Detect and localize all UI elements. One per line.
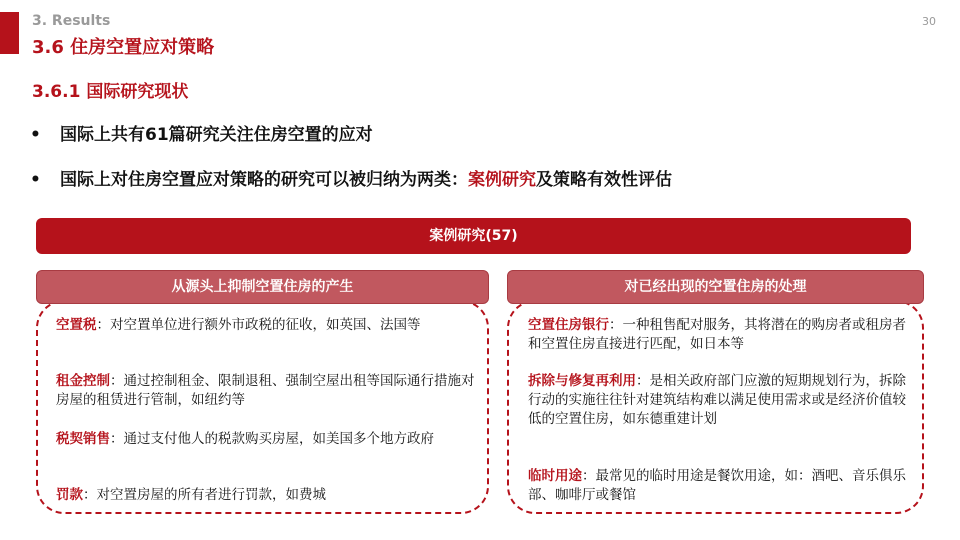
right-panel-title: 对已经出现的空置住房的处理: [507, 270, 924, 304]
accent-bar: [0, 12, 19, 54]
page-title: 3.6 住房空置应对策略: [32, 37, 215, 58]
strategy-term: 临时用途: [528, 468, 582, 484]
strategy-desc: ：通过支付他人的税款购买房屋，如美国多个地方政府: [110, 431, 434, 447]
bullet-2-text-before: 国际上对住房空置应对策略的研究可以被归纳为两类：: [60, 170, 468, 190]
page-number: 30: [922, 15, 936, 28]
strategy-desc: ：通过控制租金、限制退租、强制空屋出租等国际通行措施对房屋的租赁进行管制，如纽约等: [56, 373, 475, 408]
strategy-item: [56, 430, 476, 449]
strategy-desc: ：最常见的临时用途是餐饮用途，如：酒吧、音乐俱乐部、咖啡厅或餐馆: [528, 468, 906, 503]
bullet-2: [30, 165, 672, 190]
bullet-dot: •: [30, 170, 41, 190]
bullet-2-highlight: 案例研究: [468, 170, 536, 190]
bullet-dot: •: [30, 125, 41, 145]
strategy-item: [528, 316, 916, 354]
left-panel-title: 从源头上抑制空置住房的产生: [36, 270, 489, 304]
strategy-item: [56, 316, 476, 335]
strategy-desc: ：是相关政府部门应激的短期规划行为，拆除行动的实施往往针对建筑结构难以满足使用需求或是经济价值较低的空置住房，如东德重建计划: [528, 373, 906, 427]
strategy-item: [56, 486, 476, 505]
strategy-term: 空置住房银行: [528, 317, 609, 333]
strategy-desc: ：对空置房屋的所有者进行罚款，如费城: [83, 487, 326, 503]
strategy-desc: ：一种租售配对服务，其将潜在的购房者或租房者和空置住房直接进行匹配，如日本等: [528, 317, 906, 352]
strategy-term: 税契销售: [56, 431, 110, 447]
section-label: 3. Results: [32, 13, 111, 29]
strategy-item: [56, 372, 476, 410]
bullet-2-text-after: 及策略有效性评估: [536, 170, 672, 190]
strategy-desc: ：对空置单位进行额外市政税的征收，如英国、法国等: [96, 317, 421, 333]
strategy-item: [528, 372, 916, 429]
strategy-item: [528, 467, 916, 505]
subtitle: 3.6.1 国际研究现状: [32, 82, 189, 102]
strategy-term: 租金控制: [56, 373, 110, 389]
bullet-1-text: 国际上共有61篇研究关注住房空置的应对: [60, 125, 373, 145]
strategy-term: 空置税: [56, 317, 97, 333]
case-study-banner: 案例研究(57): [36, 218, 911, 254]
bullet-1: [30, 120, 373, 145]
strategy-term: 拆除与修复再利用: [528, 373, 636, 389]
strategy-term: 罚款: [56, 487, 83, 503]
